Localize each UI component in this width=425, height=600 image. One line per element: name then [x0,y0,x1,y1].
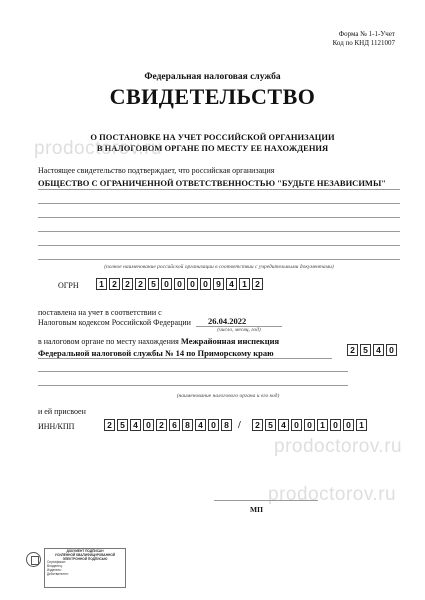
inn-digit: 2 [156,419,167,431]
intro-text: Настоящее свидетельство подтверждает, что российская организация [38,166,275,175]
signature-line [214,500,318,501]
authority-line-2 [38,371,348,372]
kpp-digit: 4 [278,419,289,431]
inn-digit: 0 [143,419,154,431]
inn-kpp-label: ИНН/КПП [38,422,75,431]
registration-line-2: Налоговым кодексом Российской Федерации [38,318,191,327]
registration-date: 26.04.2022 [208,316,247,326]
authority-caption: (наименование налогового органа и его код) [176,393,280,399]
document-title: СВИДЕТЕЛЬСТВО [109,84,316,109]
stamp-line-3: ЭЛЕКТРОННОЙ ПОДПИСЬЮ [62,556,108,561]
org-line-1 [38,189,400,190]
inn-digit: 8 [182,419,193,431]
ogrn-boxes [96,278,265,290]
authority-line-3 [38,385,348,386]
authority-prefix: в налоговом органе по месту нахождения [38,337,179,346]
inn-digit: 0 [208,419,219,431]
inn-digit: 8 [221,419,232,431]
authority-code-boxes [347,344,399,356]
kpp-digit: 2 [252,419,263,431]
stamp-valid: Действителен: [47,571,69,576]
kpp-boxes [252,419,369,431]
authority-name-part-2: Федеральной налоговой службы № 14 по Приморскому краю [38,348,274,358]
ogrn-digit: 2 [252,278,263,290]
watermark-top: prodoctorov.ru [34,138,163,159]
organization-name: ОБЩЕСТВО С ОГРАНИЧЕННОЙ ОТВЕТСТВЕННОСТЬЮ "БУДЬТЕ НЕЗАВИСИМЫ" [38,178,387,188]
mp-label: МП [250,505,263,514]
org-line-4 [38,231,400,232]
authority-code-digit: 4 [373,344,384,356]
kpp-digit: 0 [291,419,302,431]
ogrn-digit: 5 [148,278,159,290]
inn-boxes [104,419,234,431]
authority-line-1 [38,358,332,359]
registration-line-3 [38,336,279,346]
electronic-signature-seal [26,548,126,590]
inn-digit: 6 [169,419,180,431]
org-line-5 [38,245,400,246]
signature-stamp [44,548,126,588]
inn-kpp-separator: / [238,420,241,431]
stamp-certificate: Сертификат: [47,560,66,565]
watermark-bottom: prodoctorov.ru [268,484,397,505]
ogrn-digit: 2 [135,278,146,290]
ogrn-digit: 9 [213,278,224,290]
subtitle-line-1: О ПОСТАНОВКЕ НА УЧЕТ РОССИЙСКОЙ ОРГАНИЗАЦИИ [90,132,335,142]
form-number: Форма № 1-1-Учет [338,30,395,38]
ogrn-digit: 1 [96,278,107,290]
authority-code-digit: 5 [360,344,371,356]
kpp-digit: 0 [330,419,341,431]
kpp-digit: 0 [343,419,354,431]
ogrn-digit: 0 [174,278,185,290]
authority-code-digit: 0 [386,344,397,356]
ogrn-label: ОГРН [58,281,79,290]
inn-digit: 5 [117,419,128,431]
kpp-digit: 1 [356,419,367,431]
subtitle-line-2: В НАЛОГОВОМ ОРГАНЕ ПО МЕСТУ ЕЕ НАХОЖДЕНИЯ [96,143,329,153]
ogrn-digit: 1 [239,278,250,290]
org-line-3 [38,217,400,218]
agency-name: Федеральная налоговая служба [144,72,281,82]
stamp-line-1: ДОКУМЕНТ ПОДПИСАН [66,549,104,553]
ogrn-digit: 4 [226,278,237,290]
ogrn-digit: 0 [161,278,172,290]
org-line-6 [38,259,400,260]
registration-line-1: поставлена на учет в соответствии с [38,308,162,317]
assigned-label: и ей присвоен [38,407,86,416]
knd-code: Код по КНД 1121007 [332,39,395,47]
ogrn-digit: 0 [187,278,198,290]
inn-digit: 2 [104,419,115,431]
ogrn-digit: 0 [200,278,211,290]
authority-code-digit: 2 [347,344,358,356]
stamp-owner: Владелец: [47,564,63,569]
authority-name-part-1: Межрайонная инспекция [180,336,280,346]
stamp-issuer: Издатель: [47,567,62,572]
emblem-icon [26,552,41,567]
date-caption: (число, месяц, год) [217,327,261,333]
org-line-2 [38,203,400,204]
form-code [333,30,395,48]
watermark-middle: prodoctorov.ru [274,436,403,457]
stamp-line-2: УСИЛЕННОЙ КВАЛИФИЦИРОВАННОЙ [54,552,116,557]
kpp-digit: 5 [265,419,276,431]
inn-digit: 4 [130,419,141,431]
kpp-digit: 0 [304,419,315,431]
inn-digit: 4 [195,419,206,431]
ogrn-digit: 2 [122,278,133,290]
ogrn-digit: 2 [109,278,120,290]
org-name-caption: (полное наименование российской организации в соответствии с учредительными документами) [104,264,334,270]
kpp-digit: 1 [317,419,328,431]
